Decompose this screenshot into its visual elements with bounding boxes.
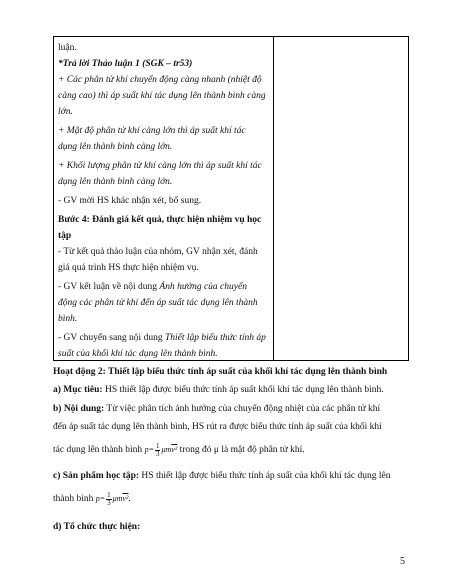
activity-2-heading: Hoạt động 2: Thiết lập biểu thức tính áp suất của khối khí tác dụng lên thành bình <box>53 367 388 377</box>
step-4-heading-cont: tập <box>58 231 72 241</box>
content-paragraph: b) Nội dung: Từ việc phân tích ảnh hưởng của chuyển động nhiệt của các phân tử khí <box>53 404 381 414</box>
text-line: - GV chuyển sang nội dung Thiết lập biểu thức tính áp <box>58 333 266 343</box>
product-paragraph: c) Sản phẩm học tập: HS thiết lập được biểu thức tính áp suất của khối khí tác dụng lên <box>53 471 391 481</box>
activity-2-section <box>53 365 409 535</box>
step-4-heading: Bước 4: Đánh giá kết quả, thực hiện nhiệm vụ học <box>58 215 262 225</box>
text-line: bình. <box>58 314 78 324</box>
text-line: động các phân tử khí đến áp suất tác dụng lên thành <box>58 298 258 308</box>
text-line: tác dụng lên thành bình p= $\frac{1}{3}$ μm v² trong đó μ là mật độ phân tử khí. <box>53 439 409 461</box>
text-line: dụng lên thành bình càng lớn. <box>58 177 173 187</box>
text-line: suất của khối khí tác dụng lên thành bình. <box>58 349 218 359</box>
text-line: + Khối lượng phân tử khí càng lớn thì áp suất khí tác <box>58 161 262 171</box>
text-line: - Từ kết quả thảo luận của nhóm, GV nhận xét, đánh <box>58 247 258 257</box>
text-line: + Các phân tử khí chuyển động càng nhanh (nhiệt độ <box>58 75 262 85</box>
activity-table <box>53 36 409 361</box>
organization-heading: d) Tổ chức thực hiện: <box>53 522 141 532</box>
text-line: - GV mời HS khác nhận xét, bổ sung. <box>58 196 202 206</box>
pressure-formula: p= $\frac{1}{3}$ μm v² <box>144 441 178 458</box>
discussion-answer-heading: *Trả lời Thảo luận 1 (SGK – tr53) <box>58 59 193 69</box>
text-line: càng cao) thì áp suất khí tác dụng lên thành bình càng <box>58 91 266 101</box>
text-line: đến áp suất tác dụng lên thành bình, HS rút ra được biểu thức tính áp suất của khối khí <box>53 422 382 432</box>
text-line: luận. <box>58 43 77 53</box>
text-line: + Mật độ phân tử khí càng lớn thì áp suất khí tác <box>58 126 246 136</box>
text-line: - GV kết luận về nội dung Ảnh hưởng của chuyển <box>58 282 247 292</box>
table-column-divider <box>273 37 274 360</box>
pressure-formula: p= $\frac{1}{3}$ μm v² <box>95 490 129 507</box>
teacher-student-activity-cell <box>58 40 269 362</box>
text-line: dụng lên thành bình càng lớn. <box>58 142 173 152</box>
page-number: 5 <box>400 556 405 567</box>
text-line: lớn. <box>58 107 73 117</box>
text-line: thành bình p= $\frac{1}{3}$ μm v² . <box>53 488 409 510</box>
objective-paragraph: a) Mục tiêu: HS thiết lập được biểu thức tính áp suất khối khí tác dụng lên thành bình. <box>53 385 384 395</box>
text-line: giá quá trình HS thực hiện nhiệm vụ. <box>58 263 199 273</box>
